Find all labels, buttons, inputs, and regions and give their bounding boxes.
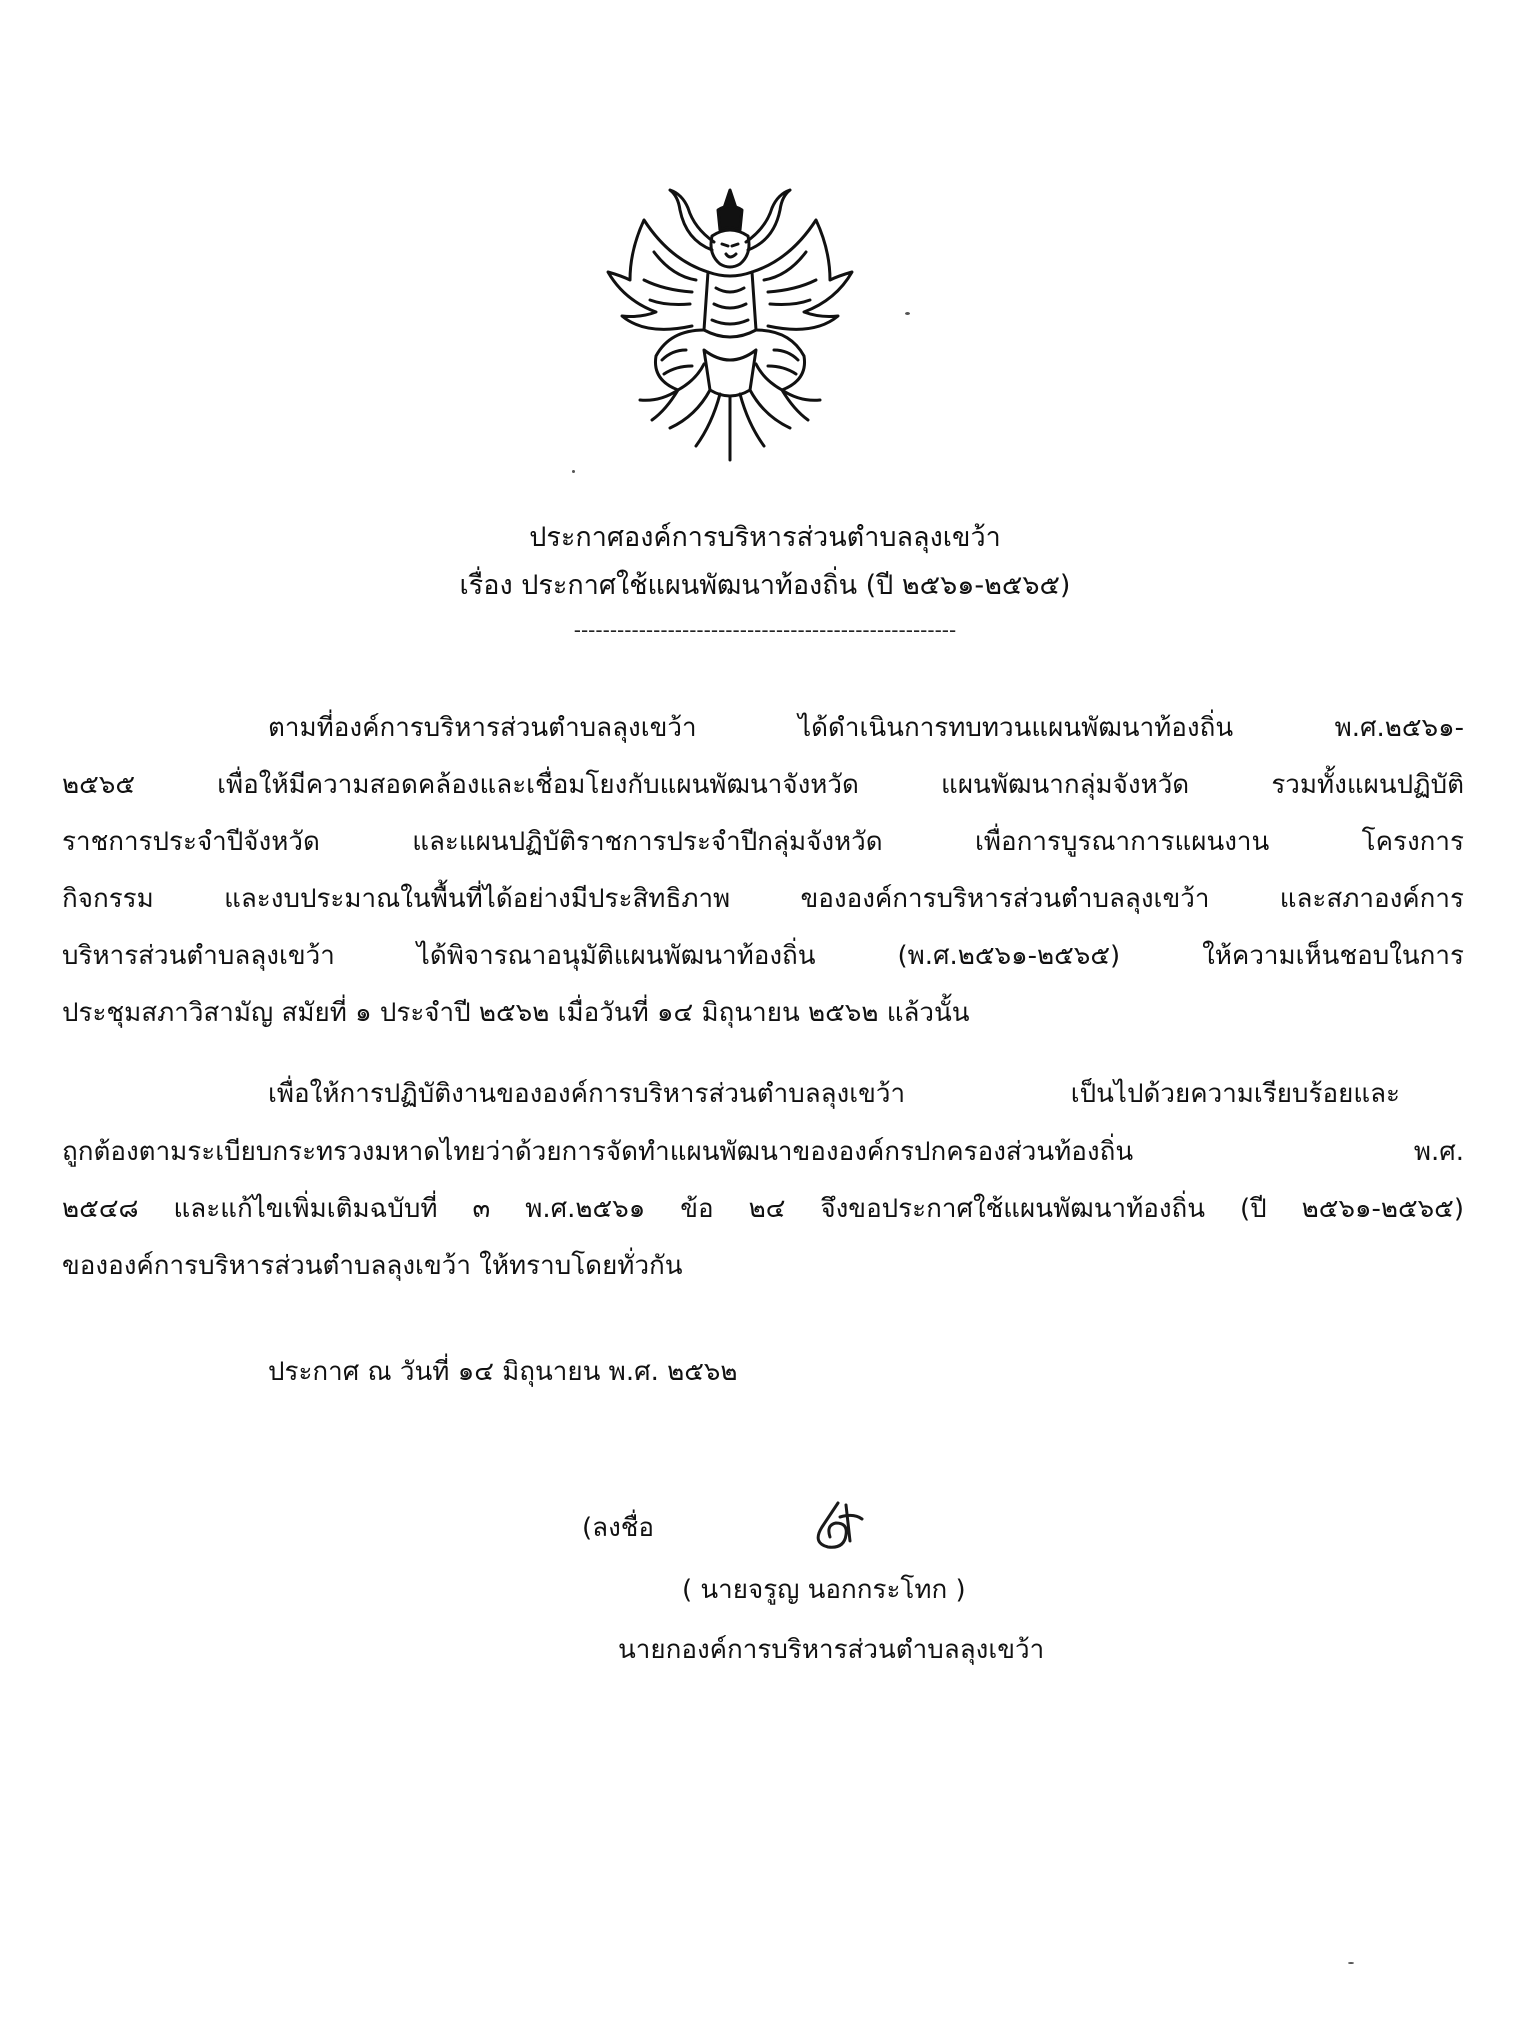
paragraph-1-line: ๒๕๖๕ เพื่อให้มีความสอดคล้องและเชื่อมโยงกับแผนพัฒนาจังหวัด แผนพัฒนากลุ่มจังหวัด รวมทั้งแผนปฏิบัติ	[62, 770, 1464, 800]
announcement-date: ประกาศ ณ วันที่ ๑๔ มิถุนายน พ.ศ. ๒๕๖๒	[268, 1357, 738, 1387]
signature-label: (ลงชื่อ	[582, 1513, 655, 1543]
scan-speck	[1348, 1962, 1354, 1964]
paragraph-2-line: ขององค์การบริหารส่วนตำบลลุงเขว้า ให้ทราบโดยทั่วกัน	[62, 1251, 683, 1281]
paragraph-2-line: ถูกต้องตามระเบียบกระทรวงมหาดไทยว่าด้วยการจัดทำแผนพัฒนาขององค์กรปกครองส่วนท้องถิ่น พ.ศ.	[62, 1137, 1464, 1167]
signatory-name: ( นายจรูญ นอกกระโทก )	[682, 1575, 966, 1605]
signatory-position: นายกองค์การบริหารส่วนตำบลลุงเขว้า	[618, 1635, 1045, 1665]
announcement-subject: เรื่อง ประกาศใช้แผนพัฒนาท้องถิ่น (ปี ๒๕๖๑-๒๕๖๕)	[459, 570, 1071, 601]
garuda-emblem-icon	[600, 180, 860, 470]
paragraph-1-line: ประชุมสภาวิสามัญ สมัยที่ ๑ ประจำปี ๒๕๖๒ เมื่อวันที่ ๑๔ มิถุนายน ๒๕๖๒ แล้วนั้น	[62, 998, 970, 1028]
paragraph-2-line: เพื่อให้การปฏิบัติงานขององค์การบริหารส่วนตำบลลุงเขว้า เป็นไปด้วยความเรียบร้อยและ	[268, 1079, 1400, 1109]
scan-speck	[905, 312, 910, 315]
paragraph-2-line: ๒๕๔๘ และแก้ไขเพิ่มเติมฉบับที่ ๓ พ.ศ.๒๕๖๑ ข้อ ๒๔ จึงขอประกาศใช้แผนพัฒนาท้องถิ่น (ปี ๒๕๖๑-๒๕๖๕)	[62, 1194, 1464, 1224]
paragraph-1-line: กิจกรรม และงบประมาณในพื้นที่ได้อย่างมีประสิทธิภาพ ขององค์การบริหารส่วนตำบลลุงเขว้า และสภาองค์การ	[62, 884, 1464, 914]
paragraph-1-line: ตามที่องค์การบริหารส่วนตำบลลุงเขว้า ได้ดำเนินการทบทวนแผนพัฒนาท้องถิ่น พ.ศ.๒๕๖๑-	[268, 713, 1464, 743]
announcement-title: ประกาศองค์การบริหารส่วนตำบลลุงเขว้า	[529, 522, 1001, 553]
paragraph-1-line: ราชการประจำปีจังหวัด และแผนปฏิบัติราชการประจำปีกลุ่มจังหวัด เพื่อการบูรณาการแผนงาน โครงการ	[62, 827, 1464, 857]
handwritten-signature-icon	[800, 1497, 880, 1559]
separator-line: -----------------------------------------------------	[573, 618, 957, 642]
paragraph-1-line: บริหารส่วนตำบลลุงเขว้า ได้พิจารณาอนุมัติแผนพัฒนาท้องถิ่น (พ.ศ.๒๕๖๑-๒๕๖๕) ให้ความเห็นชอบในการ	[62, 941, 1464, 971]
scan-speck	[572, 470, 575, 473]
